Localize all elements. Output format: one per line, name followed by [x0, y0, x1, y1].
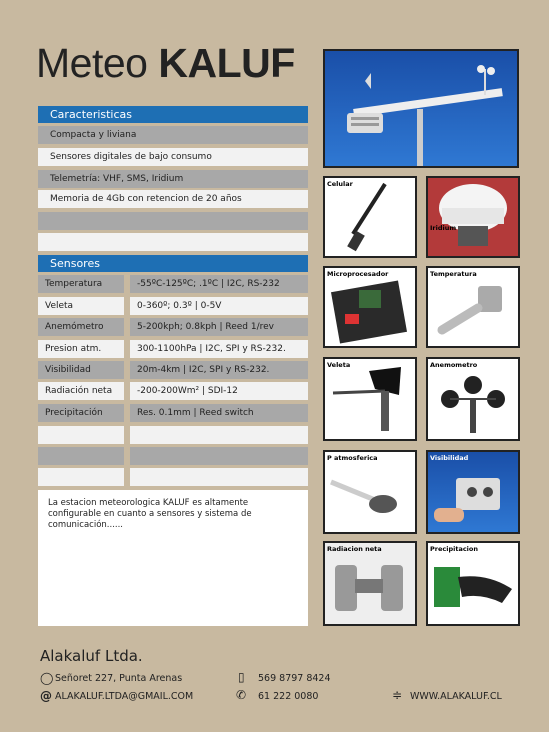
iridium-photo [426, 176, 520, 258]
antenna-image [325, 178, 415, 256]
website-link[interactable]: WWW.ALAKALUF.CL [410, 691, 502, 702]
patmosferica-photo [323, 450, 417, 534]
feature-item: Telemetría: VHF, SMS, Iridium [38, 170, 308, 188]
feature-item: Memoria de 4Gb con retencion de 20 años [38, 190, 308, 208]
company-name: Alakaluf Ltda. [40, 647, 143, 665]
sensor-spec: 20m-4km | I2C, SPI y RS-232. [130, 361, 308, 379]
weather-station-image [325, 51, 517, 166]
sensor-name [38, 468, 124, 486]
photo-label: Visibilidad [430, 454, 469, 462]
temperatura-photo [426, 266, 520, 348]
wifi-icon: ≑ [392, 688, 403, 702]
visibilidad-photo [426, 450, 520, 534]
mobile-phone-icon: ▯ [238, 670, 245, 684]
microprocesador-photo [323, 266, 417, 348]
sensor-name [38, 426, 124, 444]
caracteristicas-heading: Caracteristicas [38, 106, 308, 123]
veleta-photo [323, 357, 417, 441]
wind-vane-image [325, 359, 415, 439]
sensores-heading: Sensores [38, 255, 308, 272]
photo-label: P atmosferica [327, 454, 378, 462]
feature-item: Sensores digitales de bajo consumo [38, 148, 308, 166]
sensor-spec: 0-360º; 0.3º | 0-5V [130, 297, 308, 315]
sensor-name: Radiación neta [38, 382, 124, 400]
station-description: La estacion meteorologica KALUF es altamente configurable en cuanto a sensores y sistema de comunicación...... [38, 490, 308, 626]
photo-label: Anemometro [430, 361, 478, 369]
email-link[interactable]: ALAKALUF.LTDA@GMAIL.COM [55, 691, 194, 702]
pressure-sensor-image [325, 452, 415, 532]
photo-label: Veleta [327, 361, 351, 369]
mobile-number[interactable]: 569 8797 8424 [258, 673, 331, 684]
weather-station-photo [323, 49, 519, 168]
sensor-name: Precipitación [38, 404, 124, 422]
feature-item [38, 233, 308, 251]
rain-gauge-image [428, 543, 518, 624]
sensor-name [38, 447, 124, 465]
visibility-sensor-image [428, 452, 518, 532]
sensor-spec [130, 447, 308, 465]
photo-label: Radiacion neta [327, 545, 382, 553]
sensor-spec [130, 426, 308, 444]
feature-item: Compacta y liviana [38, 126, 308, 144]
address: Señoret 227, Punta Arenas [55, 673, 183, 684]
sensor-spec: -55ºC-125ºC; .1ºC | I2C, RS-232 [130, 275, 308, 293]
sensor-name: Anemómetro [38, 318, 124, 336]
sensor-spec: Res. 0.1mm | Reed switch [130, 404, 308, 422]
location-pin-icon: ◯ [40, 671, 54, 685]
precipitacion-photo [426, 541, 520, 626]
phone-number[interactable]: 61 222 0080 [258, 691, 319, 702]
sensor-spec: 300-1100hPa | I2C, SPI y RS-232. [130, 340, 308, 358]
photo-label: Microprocesador [327, 270, 389, 278]
sensor-spec: 5-200kph; 0.8kph | Reed 1/rev [130, 318, 308, 336]
page-title: Meteo KALUF [36, 40, 295, 86]
photo-label: Iridium [430, 224, 457, 232]
anemometer-image [428, 359, 518, 439]
anemometro-photo [426, 357, 520, 441]
celular-photo [323, 176, 417, 258]
photo-label: Temperatura [430, 270, 477, 278]
radiacion-photo [323, 541, 417, 626]
sensor-name: Temperatura [38, 275, 124, 293]
sensor-spec [130, 468, 308, 486]
iridium-image [428, 178, 518, 256]
sensor-name: Veleta [38, 297, 124, 315]
feature-item [38, 212, 308, 230]
sensor-spec: -200-200Wm² | SDI-12 [130, 382, 308, 400]
at-icon: @ [40, 689, 52, 703]
sensor-name: Visibilidad [38, 361, 124, 379]
phone-icon: ✆ [236, 688, 247, 702]
temperature-probe-image [428, 268, 518, 346]
sensor-name: Presion atm. [38, 340, 124, 358]
photo-label: Celular [327, 180, 353, 188]
net-radiometer-image [325, 543, 415, 624]
circuit-board-image [325, 268, 415, 346]
photo-label: Precipitacion [430, 545, 479, 553]
